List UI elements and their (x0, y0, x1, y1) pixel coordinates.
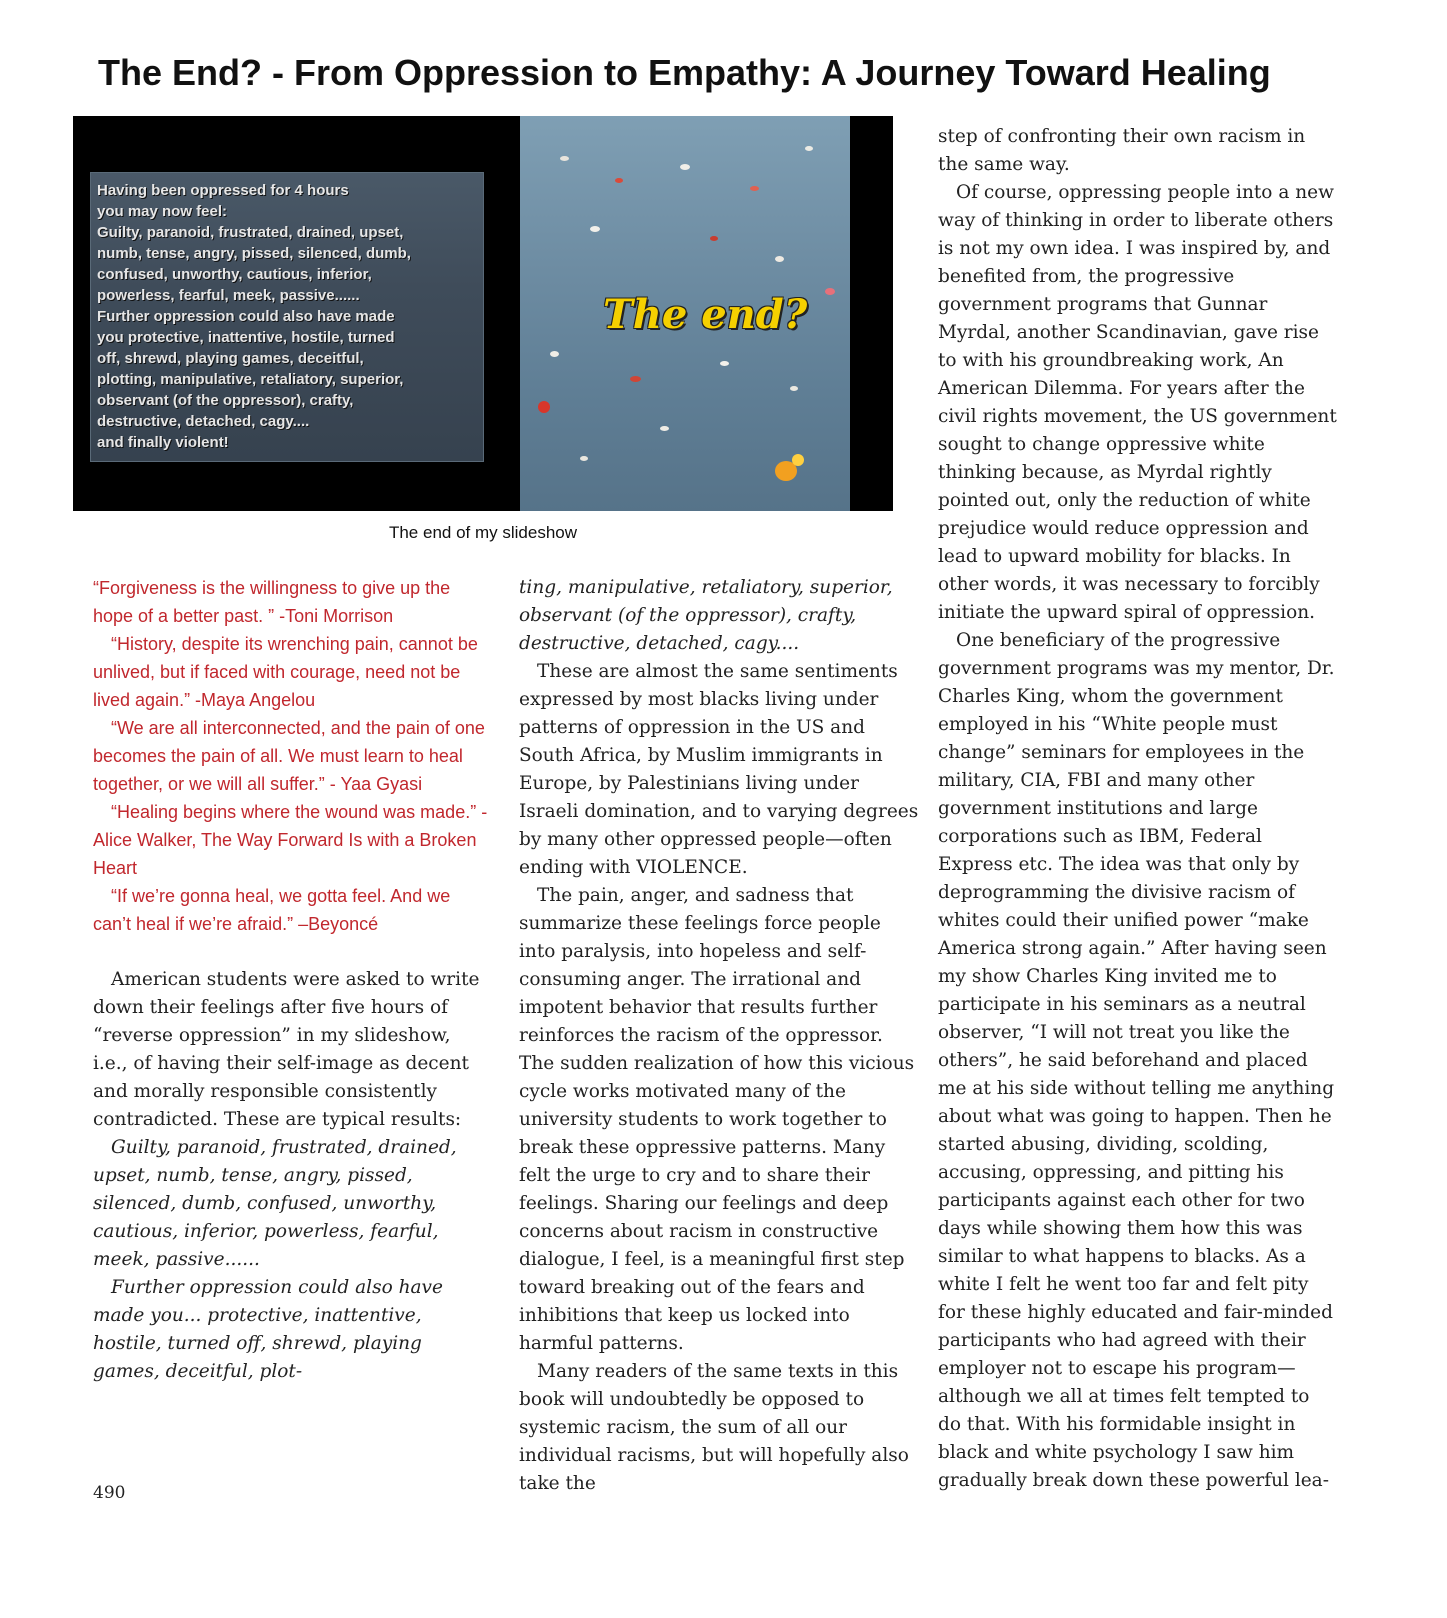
paragraph: One beneficiary of the progressive government programs was my mentor, Dr. Charles King, whom the government employed in his “White people must change” seminars for employees in the military, CIA, FBI and many other government institutions and large corporations such as IBM, Federal Express etc. The idea was that only by deprogramming the divisive racism of whites could their unified power “make America strong again.” After having seen my show Charles King invited me to participate in his seminars as a neutral observer, “I will not treat you like the others”, he said beforehand and placed me at his side without telling me anything about what was going to happen. Then he started abusing, dividing, scolding, accusing, oppressing, and pitting his participants against each other for two days while showing them how this was similar to what happens to blacks. As a white I felt he went too far and felt pity for these highly educated and fair-minded participants who had agreed with their employer not to escape his program—although we all at times felt tempted to do that. With his formidable insight in black and white psychology I saw him gradually break down these powerful lea- (938, 630, 1335, 1491)
quote-beyonce: “If we’re gonna heal, we gotta feel. And we can’t heal if we’re afraid.” –Beyoncé (93, 886, 451, 934)
petal-decoration (720, 361, 729, 366)
paragraph: Many readers of the same texts in this book will undoubtedly be opposed to systemic racism, the sum of all our individual racisms, but will hopefully also take the (519, 1361, 909, 1494)
column-2 (519, 574, 919, 1498)
petal-decoration (580, 456, 588, 461)
petal-decoration (660, 426, 669, 431)
water-petals-image (520, 116, 850, 511)
petal-decoration (630, 376, 641, 382)
paragraph: Of course, oppressing people into a new way of thinking in order to liberate others is not my own idea. I was inspired by, and benefited from, the progressive government programs that Gunnar Myrdal, another Scandinavian, gave rise to with his groundbreaking work, An American Dilemma. For years after the civil rights movement, the US government sought to change oppressive white thinking because, as Myrdal rightly pointed out, only the reduction of white prejudice would reduce oppression and lead to upward mobility for blacks. In other words, it was necessary to forcibly initiate the upward spiral of oppression. (938, 182, 1337, 623)
petal-decoration (805, 146, 813, 151)
slide-text: Having been oppressed for 4 hours you may now feel: Guilty, paranoid, frustrated, drained, upset, numb, tense, angry, pissed, silenced, dumb, confused, unworthy, cautious, inferior, powerless, fearful, meek, passive...... Further oppression could also have made you protective, inattentive, hostile, turned off, shrewd, playing games, deceitful, plotting, manipulative, retaliatory, superior, observant (of the oppressor), crafty, destructive, detached, cagy.... and finally violent! (97, 182, 411, 451)
petal-decoration (792, 454, 804, 466)
page-number: 490 (93, 1483, 126, 1503)
paragraph: step of confronting their own racism in the same way. (938, 126, 1306, 175)
title-bold: The End? (98, 52, 262, 93)
petal-decoration (560, 156, 569, 161)
petal-decoration (680, 164, 690, 170)
paragraph: American students were asked to write down their feelings after five hours of “reverse oppression” in my slideshow, i.e., of having their self-image as decent and morally responsible consistently contradicted. These are typical results: (93, 969, 480, 1130)
paragraph: The pain, anger, and sadness that summarize these feelings force people into paralysis, into hopeless and self-consuming anger. The irrational and impotent behavior that results further reinforces the racism of the oppressor. The sudden realization of how this vicious cycle works motivated many of the university students to work together to break these oppressive patterns. Many felt the urge to cry and to share their feelings. Sharing our feelings and deep concerns about racism in constructive dialogue, I feel, is a meaningful first step toward breaking out of the fears and inhibitions that keep us locked into harmful patterns. (519, 885, 915, 1354)
paragraph: These are almost the same sentiments expressed by most blacks living under patterns of oppression in the US and South Africa, by Muslim immigrants in Europe, by Palestinians living under Israeli domination, and to varying degrees by many other oppressed people—often ending with VIOLENCE. (519, 661, 919, 878)
column-3 (938, 123, 1338, 1495)
quote-walker: “Healing begins where the wound was made.” - Alice Walker, The Way Forward Is with a Broken Heart (93, 802, 488, 878)
petal-decoration (710, 236, 718, 241)
petal-decoration (590, 226, 600, 232)
title-rest: - From Oppression to Empathy: A Journey Toward Healing (262, 52, 1271, 93)
paragraph-italic: Further oppression could also have made you... protective, inattentive, hostile, turned off, shrewd, playing games, deceitful, plot- (93, 1277, 443, 1382)
petal-decoration (615, 178, 623, 183)
petal-decoration (750, 186, 759, 191)
petal-decoration (825, 288, 835, 295)
petal-decoration (790, 386, 798, 391)
quote-morrison: “Forgiveness is the willingness to give up the hope of a better past. ” -Toni Morrison (93, 578, 451, 626)
petal-decoration (538, 401, 550, 413)
petal-decoration (775, 256, 784, 262)
petal-decoration (550, 351, 559, 357)
page-title (98, 52, 1398, 94)
slide-text-panel (90, 172, 484, 462)
paragraph-italic: Guilty, paranoid, frustrated, drained, upset, numb, tense, angry, pissed, silenced, dumb, confused, unworthy, cautious, inferior, powerless, fearful, meek, passive...... (93, 1137, 457, 1270)
slide-title: The end? (603, 291, 808, 338)
paragraph-italic: ting, manipulative, retaliatory, superior, observant (of the oppressor), crafty, destructive, detached, cagy.... (519, 577, 893, 654)
quote-gyasi: “We are all interconnected, and the pain of one becomes the pain of all. We must learn to heal together, or we will all suffer.” - Yaa Gyasi (93, 718, 485, 794)
slideshow-figure (73, 116, 893, 511)
column-1 (93, 574, 488, 1386)
figure-caption: The end of my slideshow (388, 523, 578, 542)
quote-angelou: “History, despite its wrenching pain, cannot be unlived, but if faced with courage, need not be lived again.” -Maya Angelou (93, 634, 478, 710)
